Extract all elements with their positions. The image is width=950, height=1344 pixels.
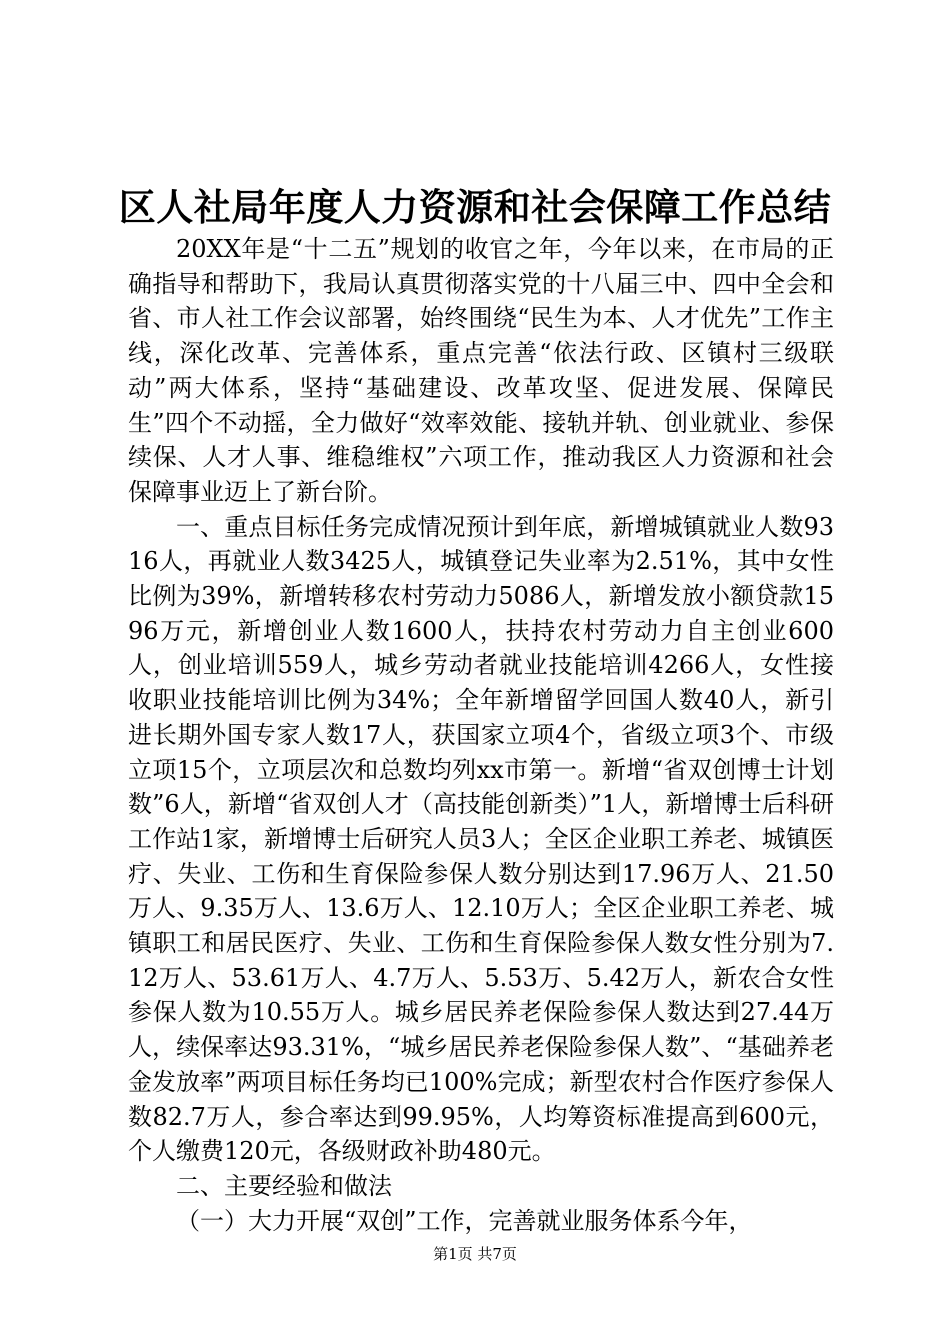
paragraph-intro: 20XX年是“十二五”规划的收官之年，今年以来，在市局的正确指导和帮助下，我局认真贯彻落实党的十八届三中、四中全会和省、市人社工作会议部署，始终围绕“民生为本、人才优先”工作主线，深化改革、完善体系，重点完善“依法行政、区镇村三级联动”两大体系，坚持“基础建设、改革攻坚、促进发展、保障民生”四个不动摇，全力做好“效率效能、接轨并轨、创业就业、参保续保、人才人事、维稳维权”六项工作，推动我区人力资源和社会保障事业迈上了新台阶。 xyxy=(128,235,834,506)
paragraph-key-targets: 一、重点目标任务完成情况预计到年底，新增城镇就业人数9316人，再就业人数3425人，城镇登记失业率为2.51%，其中女性比例为39%，新增转移农村劳动力5086人，新增发放小额贷款1596万元，新增创业人数1600人，扶持农村劳动力自主创业600人，创业培训559人，城乡劳动者就业技能培训4266人，女性接收职业技能培训比例为34%；全年新增留学回国人数40人，新引进长期外国专家人数17人，获国家立项4个，省级立项3个、市级立项15个，立项层次和总数均列xx市第一。新增“省双创博士计划数”6人，新增“省双创人才（高技能创新类）”1人，新增博士后科研工作站1家，新增博士后研究人员3人；全区企业职工养老、城镇医疗、失业、工伤和生育保险参保人数分别达到17.96万人、21.50万人、9.35万人、13.6万人、12.10万人；全区企业职工养老、城镇职工和居民医疗、失业、工伤和生育保险参保人数女性分别为7.12万人、53.61万人、4.7万人、5.53万、5.42万人，新农合女性参保人数为10.55万人。城乡居民养老保险参保人数达到27.44万人，续保率达93.31%，“城乡居民养老保险参保人数”、“基础养老金发放率”两项目标任务均已100%完成；新型农村合作医疗参保人数82.7万人，参合率达到99.95%，人均筹资标准提高到600元，个人缴费120元，各级财政补助480元。 xyxy=(128,512,834,1166)
document-title: 区人社局年度人力资源和社会保障工作总结 xyxy=(118,185,832,229)
paragraph-subsection-1: （一）大力开展“双创”工作，完善就业服务体系今年， xyxy=(176,1206,753,1235)
page-footer: 第1页 共7页 xyxy=(433,1245,517,1263)
section-heading-experience: 二、主要经验和做法 xyxy=(176,1171,392,1200)
document-body xyxy=(128,232,834,1238)
